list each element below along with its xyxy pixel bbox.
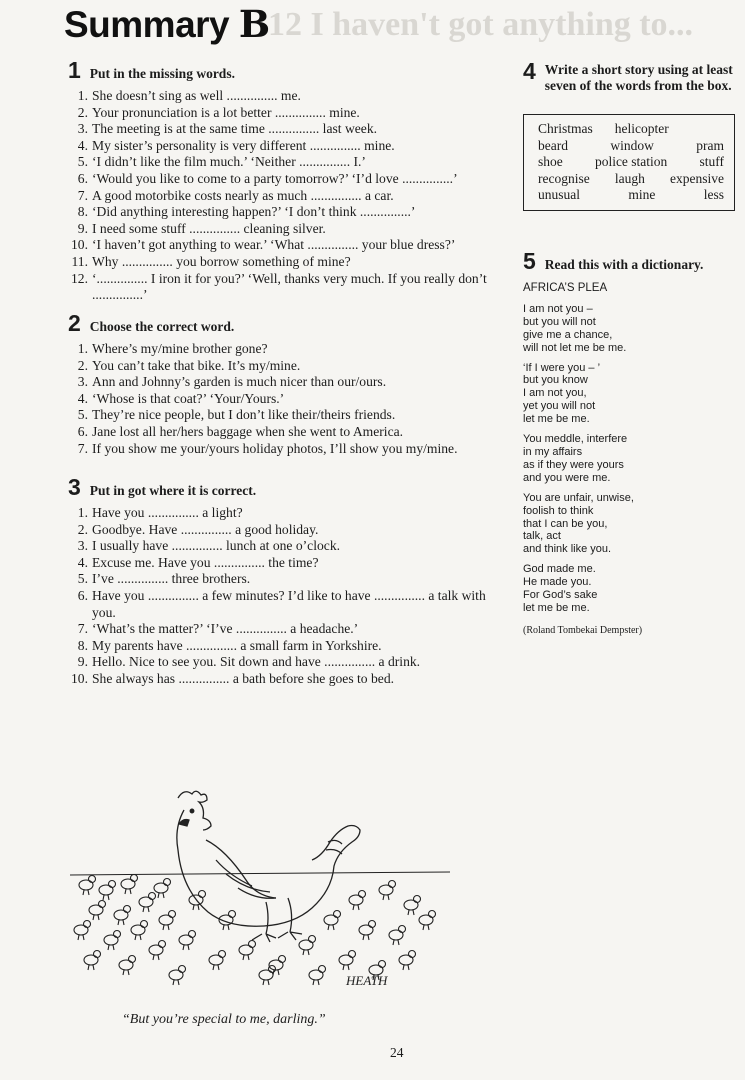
item-text: ‘Whose is that coat?’ ‘Your/Yours.’ (92, 390, 285, 406)
item-text: If you show me your/yours holiday photos, I’ll show you my/mine. (92, 440, 458, 456)
exercise-item (68, 374, 508, 391)
item-text: My sister’s personality is very different ............... mine. (92, 137, 395, 153)
item-number: 3. (77, 374, 88, 390)
item-text: I need some stuff ............... cleaning silver. (92, 220, 326, 236)
exercise-item (68, 571, 508, 588)
item-number: 1. (77, 341, 88, 356)
word-box-row (538, 187, 724, 204)
item-text: ‘............... I iron it for you?’ ‘Well, thanks very much. If you really don’t ...............’ (92, 270, 487, 303)
poem-line: let me be me. (523, 413, 590, 426)
exercise-item (68, 271, 508, 304)
exercise-item (68, 441, 508, 458)
exercise-item (68, 254, 508, 271)
exercise-item (68, 391, 508, 408)
exercise-2-list (68, 341, 508, 457)
item-number: 5. (77, 571, 88, 587)
box-word: police station (594, 154, 668, 170)
item-text: ‘I didn’t like the film much.’ ‘Neither ............... I.’ (92, 154, 366, 170)
box-word: shoe (538, 154, 563, 170)
exercise-item (68, 188, 508, 205)
exercise-4 (523, 58, 735, 211)
item-number: 9. (77, 654, 88, 670)
item-number: 7. (77, 187, 88, 203)
item-number: 6. (77, 170, 88, 186)
item-text: I usually have ............... lunch at one o’clock. (92, 538, 341, 554)
box-word: helicopter (614, 121, 669, 136)
box-word: expensive (670, 170, 724, 186)
box-word: stuff (699, 154, 724, 170)
exercise-item (68, 171, 508, 188)
item-text: Goodbye. Have ............... a good holiday. (92, 521, 319, 537)
poem-line: You meddle, interfere (523, 433, 628, 446)
word-box-row (538, 154, 724, 171)
item-number: 3. (77, 121, 88, 137)
item-text: ‘I haven’t got anything to wear.’ ‘What ............... your blue dress?’ (92, 237, 456, 253)
exercise-item (68, 358, 508, 375)
exercise-1 (68, 57, 508, 304)
item-number: 1. (77, 505, 88, 520)
poem-line: let me be me. (523, 601, 590, 614)
item-number: 4. (77, 554, 88, 570)
word-box-row (538, 121, 724, 138)
box-word: recognise (538, 170, 590, 186)
item-number: 11. (71, 253, 88, 269)
exercise-item (68, 407, 508, 424)
item-text: Have you ............... a few minutes? I’d like to have ............... a talk with you. (92, 587, 486, 620)
item-text: Have you ............... a light? (92, 505, 243, 520)
item-number: 6. (77, 587, 88, 603)
item-number: 8. (77, 204, 88, 220)
poem-line: ‘If I were you – ’ (523, 361, 601, 374)
poem-stanza (523, 303, 735, 355)
item-number: 6. (77, 423, 88, 439)
poem-line: He made you. (523, 576, 592, 589)
poem-stanza (523, 492, 735, 557)
box-word: beard (538, 137, 568, 153)
word-box-row (538, 171, 724, 188)
cartoonist-signature: HEATH (346, 973, 388, 988)
item-number: 8. (77, 637, 88, 653)
cartoon-hen-chicks-illustration (66, 780, 456, 995)
poem-line: that I can be you, (523, 517, 608, 530)
poem-line: as if they were yours (523, 458, 624, 471)
item-number: 7. (77, 621, 88, 637)
item-number: 1. (77, 88, 88, 103)
exercise-item (68, 671, 508, 688)
exercise-item (68, 588, 508, 621)
exercise-3 (68, 474, 508, 688)
item-number: 4. (77, 390, 88, 406)
item-text: Excuse me. Have you ............... the time? (92, 554, 319, 570)
exercise-item (68, 621, 508, 638)
item-text: She always has ............... a bath before she goes to bed. (92, 670, 395, 686)
poem-line: and think like you. (523, 543, 612, 556)
exercise-3-list (68, 505, 508, 688)
poem-stanza (523, 563, 735, 615)
exercise-item (68, 105, 508, 122)
page-number: 24 (390, 1045, 404, 1060)
item-number: 2. (77, 357, 88, 373)
box-word: pram (696, 137, 724, 153)
item-text: Why ............... you borrow something of mine? (92, 253, 351, 269)
box-word: unusual (538, 187, 580, 203)
item-text: My parents have ............... a small farm in Yorkshire. (92, 637, 382, 653)
poem-line: yet you will not (523, 400, 596, 413)
poem-line: God made me. (523, 563, 596, 576)
box-word: laugh (614, 170, 645, 186)
exercise-item (68, 204, 508, 221)
exercise-1-heading: 1 Put in the missing words. (68, 57, 235, 83)
item-number: 2. (77, 104, 88, 120)
item-number: 10. (71, 670, 88, 686)
poem-line: and you were me. (523, 471, 611, 484)
item-number: 9. (77, 220, 88, 236)
show-through-header: 12 I haven't got anything to... (268, 6, 694, 43)
exercise-item (68, 424, 508, 441)
box-word: window (610, 137, 654, 153)
poem-line: I am not you – (523, 302, 593, 315)
exercise-item (68, 555, 508, 572)
box-word: Christmas (538, 121, 593, 136)
exercise-item (68, 654, 508, 671)
item-text: ‘Did anything interesting happen?’ ‘I don’t think ...............’ (92, 204, 416, 220)
exercise-item (68, 341, 508, 358)
exercise-item (68, 138, 508, 155)
item-number: 3. (77, 538, 88, 554)
item-text: Jane lost all her/hers baggage when she went to America. (92, 423, 404, 439)
word-box-row (538, 138, 724, 155)
poem-stanza (523, 362, 735, 427)
exercise-item (68, 154, 508, 171)
item-text: I’ve ............... three brothers. (92, 571, 251, 587)
exercise-item (68, 88, 508, 105)
item-text: A good motorbike costs nearly as much ............... a car. (92, 187, 394, 203)
exercise-item (68, 221, 508, 238)
item-text: You can’t take that bike. It’s my/mine. (92, 357, 301, 373)
poem (523, 282, 735, 638)
poem-credit: (Roland Tombekai Dempster) (523, 624, 643, 636)
item-text: ‘Would you like to come to a party tomorrow?’ ‘I’d love ...............’ (92, 170, 458, 186)
item-text: The meeting is at the same time ............... last week. (92, 121, 378, 137)
poem-line: For God’s sake (523, 589, 598, 602)
exercise-2-heading: 2 Choose the correct word. (68, 310, 235, 336)
poem-stanza (523, 433, 735, 485)
box-word: less (703, 187, 724, 203)
exercise-5-heading: 5 Read this with a dictionary. (523, 248, 704, 274)
item-text: They’re nice people, but I don’t like their/theirs friends. (92, 407, 396, 423)
item-text: ‘What’s the matter?’ ‘I’ve ............... a headache.’ (92, 621, 359, 637)
word-box (523, 114, 735, 211)
poem-line: will not let me be me. (523, 341, 627, 354)
cartoon-caption: “But you’re special to me, darling.” (122, 1012, 326, 1027)
poem-line: talk, act (523, 530, 561, 543)
page-title: Summary B (64, 2, 270, 46)
exercise-item (68, 522, 508, 539)
item-number: 2. (77, 521, 88, 537)
exercise-item (68, 237, 508, 254)
poem-line: but you know (523, 374, 588, 387)
poem-line: give me a chance, (523, 328, 613, 341)
box-word: mine (628, 187, 656, 203)
exercise-1-list (68, 88, 508, 304)
poem-line: I am not you, (523, 387, 587, 400)
poem-title: AFRICA’S PLEA (523, 282, 608, 294)
item-text: Your pronunciation is a lot better ............... mine. (92, 104, 360, 120)
item-text: She doesn’t sing as well ............... me. (92, 88, 301, 103)
poem-line: You are unfair, unwise, (523, 491, 634, 504)
exercise-5 (523, 248, 735, 638)
poem-line: but you will not (523, 315, 596, 328)
exercise-item (68, 505, 508, 522)
item-number: 4. (77, 137, 88, 153)
exercise-4-heading: 4 Write a short story using at least seven of the words from the box. (523, 58, 733, 93)
poem-line: foolish to think (523, 504, 594, 517)
item-text: Ann and Johnny’s garden is much nicer than our/ours. (92, 374, 387, 390)
exercise-item (68, 121, 508, 138)
item-number: 5. (77, 154, 88, 170)
poem-line: in my affairs (523, 445, 583, 458)
item-text: Hello. Nice to see you. Sit down and have ............... a drink. (92, 654, 421, 670)
item-number: 12. (71, 270, 88, 286)
exercise-3-heading: 3 Put in got where it is correct. (68, 474, 257, 500)
item-number: 5. (77, 407, 88, 423)
exercise-item (68, 538, 508, 555)
item-number: 7. (77, 440, 88, 456)
exercise-item (68, 638, 508, 655)
exercise-2 (68, 310, 508, 457)
item-number: 10. (71, 237, 88, 253)
item-text: Where’s my/mine brother gone? (92, 341, 268, 356)
